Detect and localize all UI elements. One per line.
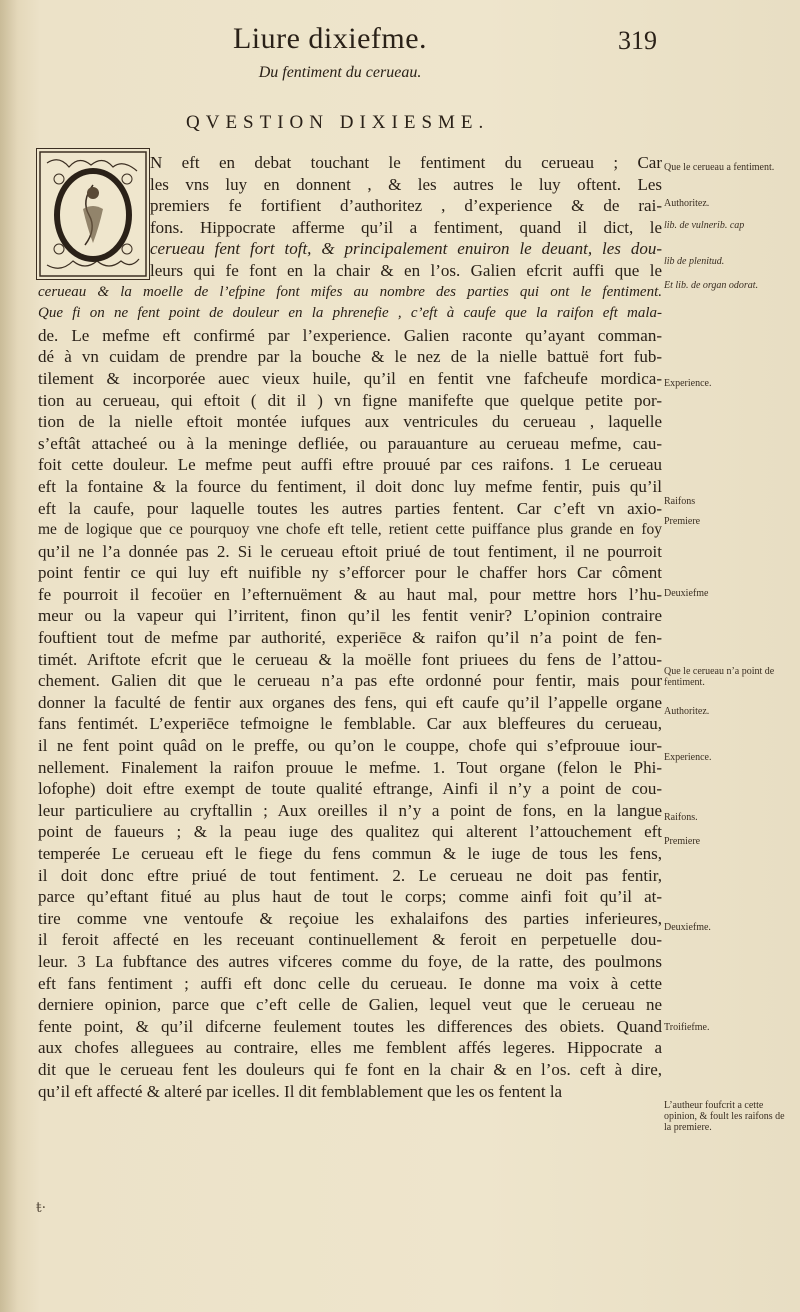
text-line: tilement & incorporée auec vieux huile, qu’il en fentit vne fafcheufe mordica- (38, 368, 662, 388)
margin-note: Troifiefme. (664, 1022, 710, 1033)
chapter-subtitle: Du fentiment du cerueau. (258, 64, 422, 81)
text-line: s’eftât attacheé ou à la meninge defliée, ou parauanture au cerueau mefme, cau- (38, 433, 662, 453)
text-line: meur ou la vapeur qui l’irritent, finon qu’il les fentit venir? L’opinion contraire (38, 606, 662, 626)
margin-note: Que le cerueau a fentiment. (664, 162, 775, 173)
running-head: Liure dixiefme. (232, 22, 428, 55)
text-line: leur particuliere au cryftallin ; Aux oreilles il n’y a point de fons, en la langue (38, 800, 662, 820)
margin-note: Premiere (664, 516, 701, 527)
text-line: eft la caufe, pour laquelle toutes les autres parties fentent. Car c’eft vn axio- (38, 498, 662, 518)
text-line: de. Le mefme eft confirmé par l’experience. Galien raconte qu’ayant comman- (38, 325, 662, 345)
text-line: tion de la nielle eftoit montée iufques aux ventricules du cerueau , laquelle (38, 412, 662, 432)
text-line: temperée Le cerueau eft le fiege du fens commun & le iuge de tous les fens, (38, 844, 662, 863)
text-line: il feroit affecté en les receuant continuellement & feroit en perpetuelle dou- (38, 930, 662, 950)
margin-note: Deuxiefme (664, 588, 709, 599)
text-line: me de logique que ce pourquoy vne chofe eft telle, retient cette puiffance plus grande en foy (38, 521, 662, 539)
text-line: cerueau fent fort toft, & principalement enuiron le deuant, les dou- (150, 239, 662, 259)
text-line: il ne fent point quâd on le preffe, ou qu’on le couppe, chofe qui s’efprouue iour- (38, 736, 662, 756)
text-line: fons. Hippocrate afferme qu’il a fentiment, quand il dict, le (150, 217, 662, 237)
text-line: qu’il ne l’a donnée pas 2. Si le cerueau eftoit priué de tout fentiment, il ne pourroit (38, 541, 662, 561)
text-line: leurs qui fe font en la chair & en l’os. Galien efcrit auffi que le (150, 260, 662, 280)
text-line: fans fentimét. L’experiēce tefmoigne le femblable. Car aux bleffeures du cerueau, (38, 714, 662, 734)
text-line: qu’il eft affecté & alteré par icelles. Il dit femblablement que les os fentent la (38, 1081, 563, 1101)
text-line: il doit donc eftre priué de tout fentiment. 2. Le cerueau ne doit pas fentir, (38, 865, 662, 885)
text-line: lofophe) doit eftre exempt de toute qualité eftrange, Ainfi il n’y a point de cou- (38, 779, 662, 799)
text-line: dé à vn cuidam de prendre par la bouche & le nez de la nielle battuë fort fub- (38, 347, 662, 367)
margin-note: L’autheur foufcrit a cette opinion, & foult les raifons de la premiere. (664, 1100, 785, 1133)
text-line: point de faueurs ; & la peau iuge des qualitez qui alterent l’attouchement eft (38, 822, 662, 842)
question-heading: QVESTION DIXIESME. (186, 112, 490, 133)
text-line: foit cette douleur. Le mefme peut auffi eftre prouué par ces raifons. 1 Le cerueau (38, 455, 662, 475)
margin-note: Authoritez. (664, 198, 710, 209)
text-line: les vns luy en donnent , & les autres le luy oftent. Les (150, 174, 662, 194)
text-line: Que fi on ne fent point de douleur en la phrenefie , c’eft à caufe que la raifon eft mala- (38, 305, 662, 322)
margin-note: Premiere (664, 836, 701, 847)
text-line: eft fans fentiment ; auffi eft donc celle du cerueau. Ie donne ma voix à cette (38, 973, 662, 993)
margin-note: Deuxiefme. (664, 922, 711, 933)
margin-note: Experience. (664, 752, 712, 763)
margin-note: lib de plenitud. (664, 256, 725, 267)
text-line: fente point, & qu’il difcerne feulement toutes les differences des obiets. Quand (38, 1016, 662, 1036)
text-line: fouftient tout de mefme par authorité, experiēce & raifon qu’il n’a point de fen- (38, 628, 662, 648)
body-text (38, 152, 662, 1102)
text-line: point fentir ce qui luy eft nuifible ny s’efforcer pour le chaffer hors Car côment (38, 563, 662, 583)
text-line: timét. Ariftote efcrit que le cerueau & la moëlle font priuees du fens de l’attou- (38, 649, 662, 669)
text-line: tire comme vne ventoufe & reçoiue les exhalaifons des parties inferieures, (38, 908, 662, 928)
margin-note: Authoritez. (664, 706, 710, 717)
text-line: N eft en debat touchant le fentiment du cerueau ; Car (150, 153, 662, 172)
margin-note: Raifons (664, 496, 696, 507)
text-line: aux chofes alleguees au contraire, elles me femblent affés legeres. Hippocrate a (38, 1038, 662, 1058)
text-line: tion au cerueau, qui eftoit ( dit il ) vn figne manifefte que quelque petite por- (38, 390, 662, 410)
text-line: chement. Galien dit que le cerueau n’a pas efte ordonné pour fentir, mais pour (38, 671, 662, 691)
text-line: eft la fontaine & la fource du fentiment, il doit donc luy mefme fentir, puis qu’il (38, 476, 662, 496)
text-line: donner la faculté de fentir aux organes des fens, qui eft caufe qu’il l’appelle organe (38, 692, 662, 712)
margin-note: lib. de vulnerib. cap (664, 220, 745, 231)
page-number: 319 (618, 26, 657, 55)
text-line: fe pourroit il fecoüer en l’efternuëment & au haut mal, pour mettre hors l’hu- (38, 584, 662, 604)
margin-note: Raifons. (664, 812, 698, 823)
text-line: nellement. Finalement la raifon prouue le mefme. 1. Tout organe (felon le Phi- (38, 757, 662, 777)
margin-note: Experience. (664, 378, 712, 389)
page-mark: ŧ· (36, 1200, 47, 1216)
text-line: cerueau & la moelle de l’efpine font mifes au nombre des parties qui ont le fentiment. (38, 283, 662, 300)
text-line: leur. 3 La fubftance des autres vifceres comme du foye, de la ratte, des poulmons (38, 951, 662, 971)
text-line: dit que le cerueau fent les douleurs qui fe font en la chair & en l’os. ceft à dire, (38, 1059, 662, 1079)
margin-note: Et lib. de organ odorat. (664, 280, 759, 291)
margin-note: Que le cerueau n’a point de fentiment. (664, 666, 775, 688)
text-line: premiers fe fortifient d’authoritez , d’experience & de rai- (150, 196, 662, 216)
text-line: derniere opinion, parce que c’eft celle de Galien, lequel veut que le cerueau ne (38, 995, 662, 1015)
text-line: parce qu’eftant fitué au plus haut de tout le corps; comme ainfi foit qu’il at- (38, 887, 662, 907)
